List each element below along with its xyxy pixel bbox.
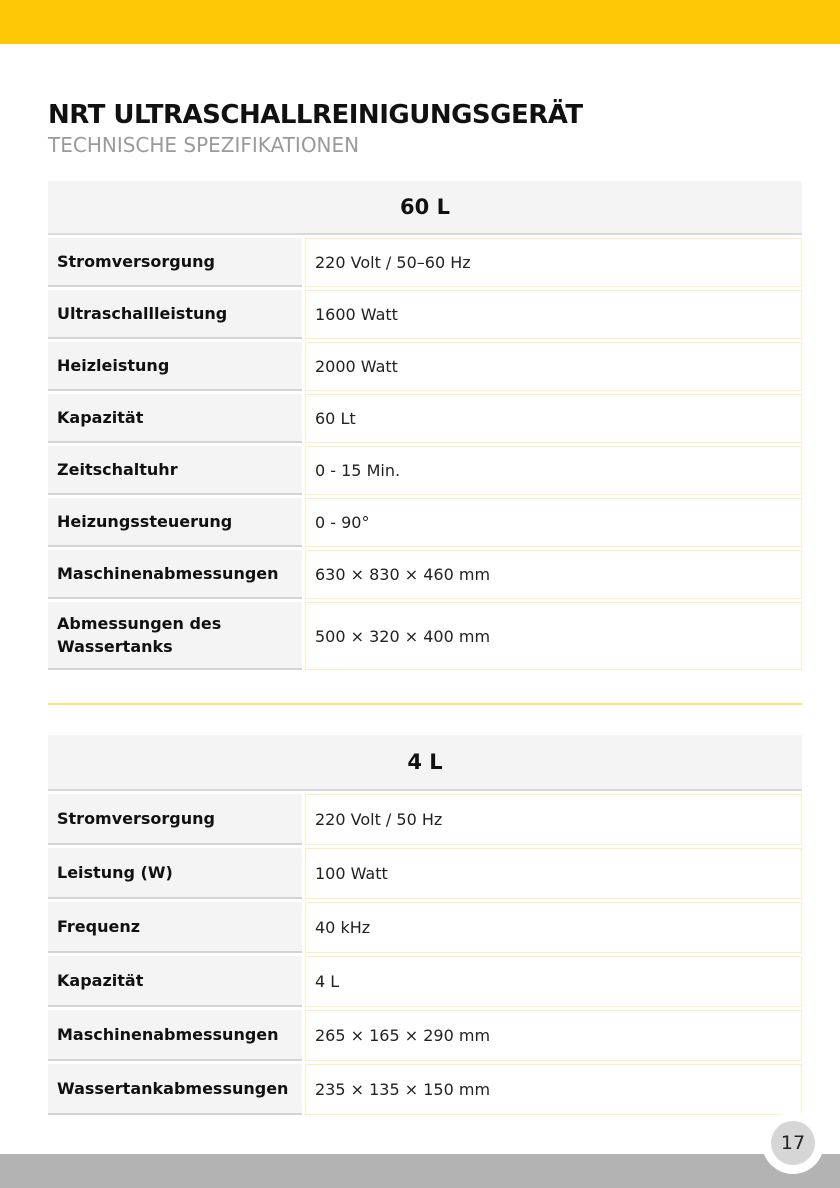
spec-value: 0 - 90°	[305, 498, 802, 547]
table-row	[48, 794, 802, 845]
spec-label: Stromversorgung	[48, 238, 302, 287]
table-row	[48, 498, 802, 547]
table-row	[48, 902, 802, 953]
spec-value: 0 - 15 Min.	[305, 446, 802, 495]
page-subtitle: TECHNISCHE SPEZIFIKATIONEN	[48, 133, 360, 157]
spec-label: Zeitschaltuhr	[48, 446, 302, 495]
table-row	[48, 1064, 802, 1115]
table-row	[48, 550, 802, 599]
spec-value: 40 kHz	[305, 902, 802, 953]
spec-value: 630 × 830 × 460 mm	[305, 550, 802, 599]
spec-value: 220 Volt / 50 Hz	[305, 794, 802, 845]
spec-label: Heizleistung	[48, 342, 302, 391]
table-row	[48, 956, 802, 1007]
spec-value: 220 Volt / 50–60 Hz	[305, 238, 802, 287]
table-row	[48, 848, 802, 899]
table-row	[48, 290, 802, 339]
spec-value: 2000 Watt	[305, 342, 802, 391]
spec-value: 1600 Watt	[305, 290, 802, 339]
spec-value: 500 × 320 × 400 mm	[305, 602, 802, 670]
table-row	[48, 602, 802, 670]
spec-label: Maschinenabmessungen	[48, 1010, 302, 1061]
footer-bar	[0, 1154, 840, 1188]
table-row	[48, 1010, 802, 1061]
table-heading: 4 L	[48, 735, 802, 791]
spec-label: Heizungssteuerung	[48, 498, 302, 547]
page-title: NRT ULTRASCHALLREINIGUNGSGERÄT	[48, 100, 583, 130]
spec-value: 60 Lt	[305, 394, 802, 443]
spec-value: 100 Watt	[305, 848, 802, 899]
spec-value: 265 × 165 × 290 mm	[305, 1010, 802, 1061]
page-number: 17	[771, 1121, 815, 1165]
spec-label: Maschinenabmessungen	[48, 550, 302, 599]
top-accent-bar	[0, 0, 840, 44]
spec-label: Wassertankabmessungen	[48, 1064, 302, 1115]
spec-value: 235 × 135 × 150 mm	[305, 1064, 802, 1115]
spec-label: Frequenz	[48, 902, 302, 953]
table-heading: 60 L	[48, 181, 802, 235]
table-row	[48, 238, 802, 287]
spec-label: Kapazität	[48, 394, 302, 443]
spec-label: Ultraschallleistung	[48, 290, 302, 339]
spec-value: 4 L	[305, 956, 802, 1007]
spec-label: Leistung (W)	[48, 848, 302, 899]
page-number-badge	[762, 1112, 824, 1174]
table-row	[48, 342, 802, 391]
spec-table-60l	[48, 181, 802, 670]
spec-label: Abmessungen des Wassertanks	[48, 602, 302, 670]
table-row	[48, 394, 802, 443]
spec-label: Stromversorgung	[48, 794, 302, 845]
table-row	[48, 446, 802, 495]
section-divider	[48, 703, 802, 705]
spec-label: Kapazität	[48, 956, 302, 1007]
spec-table-4l	[48, 735, 802, 1115]
